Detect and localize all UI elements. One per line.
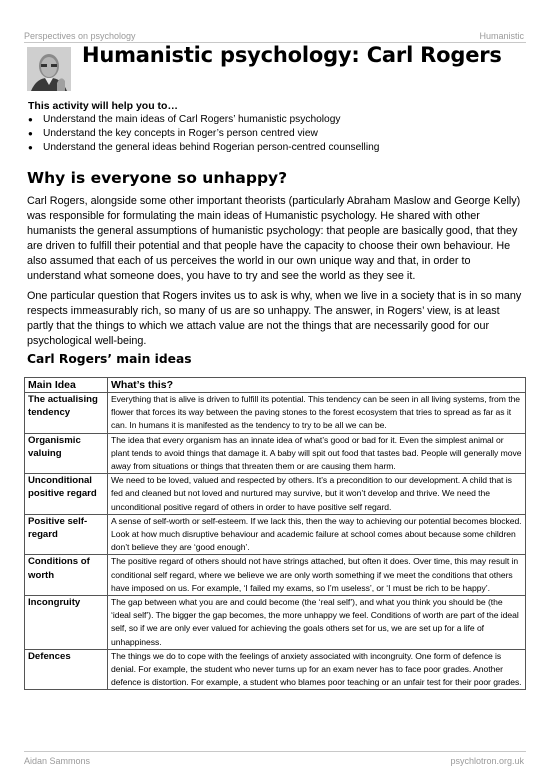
idea-description: Everything that is alive is driven to fulfill its potential. This tendency can be seen in all living systems, from the flower that forces its way between the paving stones to the forest ecosystem that tries to spread as far as it can. In humans it is manifested as the tendency to try to be all we can be. (108, 393, 526, 434)
idea-description: A sense of self-worth or self-esteem. If we lack this, then the way to achieving our potential becomes blocked. Look at how much disruptive behaviour and academic failure at school comes about because some children don’t believe they are ‘good enough’. (108, 514, 526, 555)
idea-description: The idea that every organism has an innate idea of what’s good or bad for it. Even the simplest animal or plant tends to avoid things that damage it. A baby will spit out food that tastes bad. People will generally move away from situations or things that threaten them or are causing them harm. (108, 433, 526, 474)
footer-site: psychlotron.org.uk (450, 756, 524, 766)
table-row (25, 596, 526, 650)
table-row (25, 393, 526, 434)
header-left-text: Perspectives on psychology (24, 31, 136, 41)
idea-description: The things we do to cope with the feelings of anxiety associated with incongruity. One form of defence is denial. For example, the student who never turns up for an exam never has to face poor grades. Another defence is distortion. For example, a student who blames poor teaching or an unfair test for their poor grades. (108, 649, 526, 690)
table-row (25, 474, 526, 515)
table-row (25, 433, 526, 474)
learning-aims (28, 100, 528, 155)
aims-item: ● Understand the main ideas of Carl Rogers’ humanistic psychology (28, 113, 528, 127)
column-header-main-idea: Main Idea (25, 378, 108, 393)
header-right-text: Humanistic (479, 31, 524, 41)
idea-term: The actualising tendency (25, 393, 108, 434)
idea-term: Organismic valuing (25, 433, 108, 474)
aims-intro: This activity will help you to… (28, 100, 178, 112)
footer-rule (24, 751, 526, 752)
table-header-row (25, 378, 526, 393)
idea-term: Positive self-regard (25, 514, 108, 555)
idea-term: Incongruity (25, 596, 108, 650)
table-row (25, 514, 526, 555)
idea-description: We need to be loved, valued and respected by others. It’s a precondition to our development. A child that is fed and cleaned but not loved and nurtured may survive, but it won’t develop and thrive. We need the unconditional positive regard of others in order to have positive self regard. (108, 474, 526, 515)
table-row (25, 555, 526, 596)
aims-item: ● Understand the key concepts in Roger’s person centred view (28, 127, 528, 141)
table-row (25, 649, 526, 690)
page-title: Humanistic psychology: Carl Rogers (82, 43, 502, 67)
idea-term: Unconditional positive regard (25, 474, 108, 515)
idea-description: The positive regard of others should not have strings attached, but often it does. Over time, this may result in conditional self regard, where we believe we are only worth something if we meet the conditions that others have imposed on us. For example, ‘I failed my exams, so I’m useless’, or ‘I must be rich to be happy’. (108, 555, 526, 596)
column-header-whats-this: What’s this? (108, 378, 526, 393)
main-ideas-table (24, 377, 526, 690)
question-paragraph: One particular question that Rogers invites us to ask is why, when we live in a society that is in so many respects immeasurably rich, so many of us are so unhappy. The answer, in Rogers’ view, is at least partly that the things to which we attach value are not the things that are necessarily good for our psychological well-being. (27, 290, 522, 347)
carl-rogers-portrait (27, 47, 71, 91)
idea-description: The gap between what you are and could become (the ‘real self’), and what you think you should be (the ‘ideal self’). The bigger the gap becomes, the more unhappy we feel. Conditions of worth are part of the ideal self, so if we are only ever valued for achieving the goals others set for us, we are set up for a life of unhappiness. (108, 596, 526, 650)
footer-author: Aidan Sammons (24, 756, 91, 766)
aims-item: ● Understand the general ideas behind Rogerian person-centred counselling (28, 141, 528, 155)
aims-list (28, 113, 528, 155)
idea-term: Defences (25, 649, 108, 690)
idea-term: Conditions of worth (25, 555, 108, 596)
sub-heading: Carl Rogers’ main ideas (27, 352, 192, 366)
section-heading: Why is everyone so unhappy? (27, 169, 288, 187)
intro-paragraph: Carl Rogers, alongside some other important theorists (particularly Abraham Maslow and George Kelly) was responsible for formulating the main ideas of Humanistic psychology. He shared with other humanists the general assumptions of humanistic psychology: that people are basically good, that they are driven to fulfill their potential and that people have the capacity to choose their own behaviour. He also assumed that each of us perceives the world in our own unique way and that, in order to understand what someone does, you have to try and see the world as they see it. (27, 195, 521, 282)
